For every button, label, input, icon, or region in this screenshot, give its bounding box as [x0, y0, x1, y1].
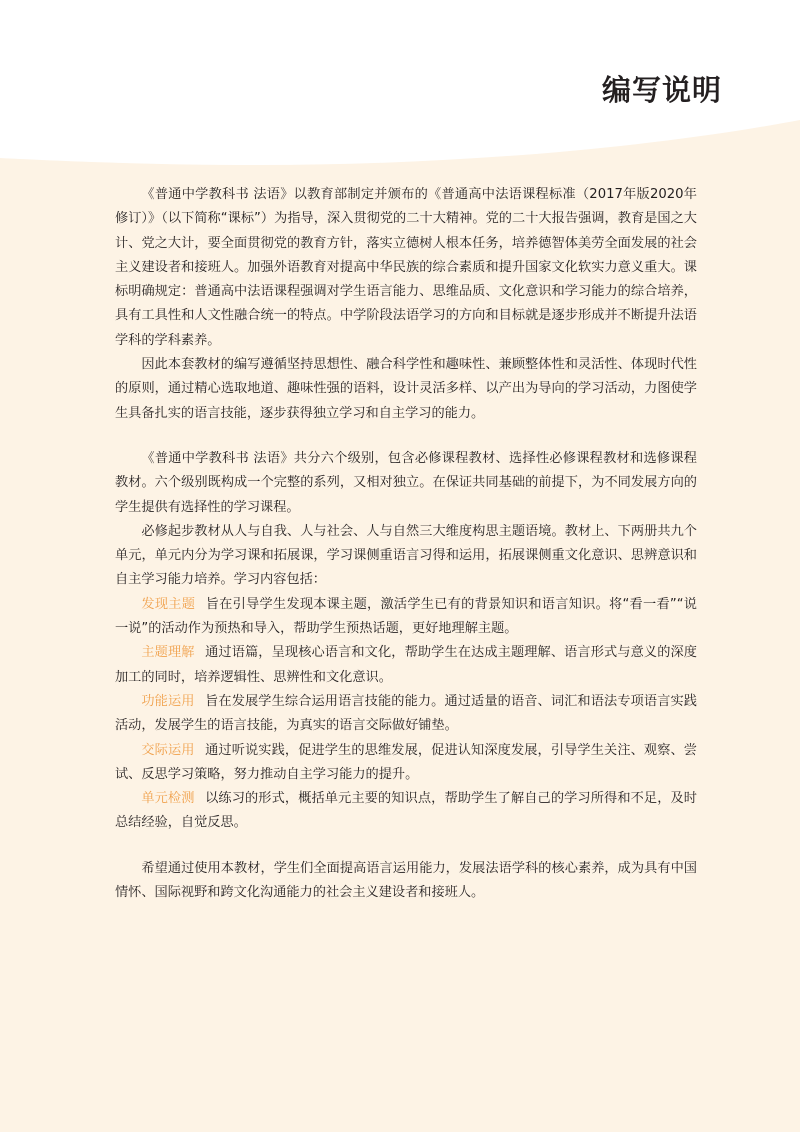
- section-text: 通过语篇，呈现核心语言和文化，帮助学生在达成主题理解、语言形式与意义的深度加工的同时，培养逻辑性、思辨性和文化意识。: [115, 645, 697, 685]
- section-keyword: 单元检测: [141, 791, 195, 807]
- section-unit-test: [115, 787, 697, 836]
- section-topic-understanding: [115, 641, 697, 690]
- section-text: 旨在发展学生综合运用语言技能的能力。通过适量的语音、词汇和语法专项语言实践活动，发展学生的语言技能，为真实的语言交际做好铺垫。: [115, 693, 697, 734]
- principles-paragraph: 因此本套教材的编写遵循坚持思想性、融合科学性和趣味性、兼顾整体性和灵活性、体现时代性的原则，通过精心选取地道、趣味性强的语料，设计灵活多样、以产出为导向的学习活动，力图使学生具备扎实的语言技能，逐步获得独立学习和自主学习的能力。: [115, 357, 697, 421]
- section-keyword: 发现主题: [141, 596, 196, 612]
- section-text: 以练习的形式，概括单元主要的知识点，帮助学生了解自己的学习所得和不足，及时总结经验，自觉反思。: [115, 791, 697, 831]
- section-keyword: 功能运用: [141, 693, 195, 709]
- closing-paragraph: 希望通过使用本教材，学生们全面提高语言运用能力，发展法语学科的核心素养，成为具有中国情怀、国际视野和跨文化沟通能力的社会主义建设者和接班人。: [115, 860, 697, 901]
- page-title: 编写说明: [601, 73, 722, 107]
- section-keyword: 交际运用: [141, 742, 195, 758]
- section-text: 通过听说实践，促进学生的思维发展，促进认知深度发展，引导学生关注、观察、尝试、反思学习策略，努力推动自主学习能力的提升。: [115, 742, 697, 782]
- section-keyword: 主题理解: [141, 645, 195, 661]
- intro-paragraph: 《普通中学教科书 法语》以教育部制定并颁布的《普通高中法语课程标准（2017年版2020年修订）》（以下简称“课标”）为指导，深入贯彻党的二十大精神。党的二十大报告强调，教育是国之大计、党之大计，要全面贯彻党的教育方针，落实立德树人根本任务，培养德智体美劳全面发展的社会主义建设者和接班人。加强外语教育对提高中华民族的综合素质和提升国家文化软实力意义重大。课标明确规定：普通高中法语课程强调对学生语言能力、思维品质、文化意识和学习能力的综合培养，具有工具性和人文性融合统一的特点。中学阶段法语学习的方向和目标就是逐步形成并不断提升法语学科的学科素养。: [115, 187, 697, 348]
- section-communication-use: [115, 739, 697, 788]
- section-function-use: [115, 690, 697, 739]
- section-text: 旨在引导学生发现本课主题，激活学生已有的背景知识和语言知识。将“看一看”“说一说”的活动作为预热和导入，帮助学生预热话题，更好地理解主题。: [115, 596, 697, 637]
- units-paragraph: 必修起步教材从人与自我、人与社会、人与自然三大维度构思主题语境。教材上、下两册共九个单元，单元内分为学习课和拓展课，学习课侧重语言习得和运用，拓展课侧重文化意识、思辨意识和自主学习能力培养。学习内容包括：: [115, 523, 697, 588]
- levels-paragraph: 《普通中学教科书 法语》共分六个级别，包含必修课程教材、选择性必修课程教材和选修课程教材。六个级别既构成一个完整的系列，又相对独立。在保证共同基础的前提下，为不同发展方向的学生提供有选择性的学习课程。: [115, 450, 697, 515]
- main-content: [115, 183, 697, 905]
- section-discover-topic: [115, 593, 697, 642]
